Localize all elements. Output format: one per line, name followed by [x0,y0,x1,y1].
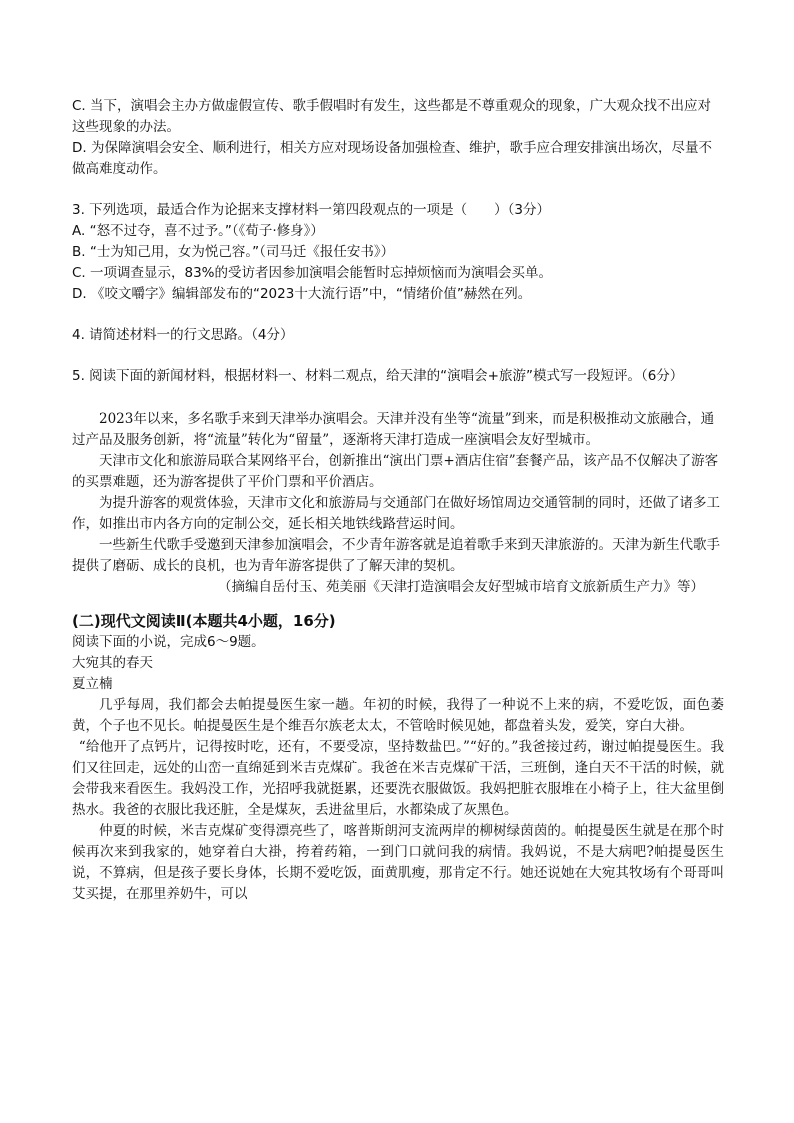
q2-option-c: C. 当下，演唱会主办方做虚假宣传、歌手假唱时有发生，这些都是不尊重观众的现象，广大观众找不出应对这些现象的办法。 [72,98,712,135]
question-3 [72,200,724,305]
q3-stem: 3. 下列选项，最适合作为论据来支撑材料一第四段观点的一项是（ ）（3分） [72,202,551,218]
story-paragraph: 仲夏的时候，米吉克煤矿变得漂亮些了，喀普斯朗河支流两岸的柳树绿茵茵的。帕提曼医生就是在那个时候再次来到我家的，她穿着白大褂，挎着药箱，一到门口就问我的病情。我妈说，不是大病吧?帕提曼医生说，不算病，但是孩子要长身体，长期不爱吃饭，面黄肌瘦，那肯定不行。她还说她在大宛其牧场有个哥哥叫艾买提，在那里养奶牛，可以 [72,823,724,902]
q3-option-a: A. “怒不过夺，喜不过予。”（《荀子·修身》） [72,223,324,239]
news-paragraph: 一些新生代歌手受邀到天津参加演唱会，不少青年游客就是追着歌手来到天津旅游的。天津为新生代歌手提供了磨砺、成长的良机，也为青年游客提供了了解天津的契机。 [72,537,720,574]
q4-stem: 4. 请简述材料一的行文思路。（4分） [72,327,294,343]
q3-option-c: C. 一项调查显示，83%的受访者因参加演唱会能暂时忘掉烦恼而为演唱会买单。 [72,265,553,281]
story-title: 大宛其的春天 [72,655,153,671]
q3-option-d: D. 《咬文嚼字》编辑部发布的“2023十大流行语”中，“情绪价值”赫然在列。 [72,286,532,302]
news-paragraph: 天津市文化和旅游局联合某网络平台，创新推出“演出门票+酒店住宿”套餐产品，该产品不仅解决了游客的买票难题，还为游客提供了平价门票和平价酒店。 [72,453,719,490]
q3-option-b: B. “士为知己用，女为悦己容。”（司马迁《报任安书》） [72,244,395,260]
q5-stem: 5. 阅读下面的新闻材料，根据材料一、材料二观点，给天津的“演唱会+旅游”模式写一段短评。（6分） [72,368,684,384]
story-paragraph: “给他开了点钙片，记得按时吃，还有，不要受凉，坚持数盐巴。”“好的。”我爸接过药，谢过帕提曼医生。我们又往回走，远处的山峦一直绵延到米吉克煤矿。我爸在米吉克煤矿干活，三班倒，逢白天不干活的时候，就会带我来看医生。我妈没工作，光招呼我就挺累，还要洗衣服做饭。我妈把脏衣服堆在小椅子上，往大盆里倒热水。我爸的衣服比我还脏，全是煤灰，丢进盆里后，水都染成了灰黑色。 [72,739,724,818]
page [72,96,724,905]
news-paragraph: 2023年以来，多名歌手来到天津举办演唱会。天津并没有坐等“流量”到来，而是积极推动文旅融合，通过产品及服务创新，将“流量”转化为“留量”，逐渐将天津打造成一座演唱会友好型城市。 [72,411,715,448]
question-2-options [72,96,724,180]
question-5 [72,366,724,387]
section-instruction: 阅读下面的小说，完成6～9题。 [72,634,265,650]
story-author: 夏立楠 [72,676,113,692]
news-source: （摘编自岳付玉、苑美丽《天津打造演唱会友好型城市培育文旅新质生产力》等） [218,579,704,595]
story [72,653,724,905]
news-material [72,409,724,598]
section-title: (二)现代文阅读Ⅱ(本题共4小题，16分) [72,612,336,630]
question-4 [72,325,724,346]
story-paragraph: 几乎每周，我们都会去帕提曼医生家一趟。年初的时候，我得了一种说不上来的病，不爱吃饭，面色萎黄，个子也不见长。帕提曼医生是个维吾尔族老太太，不管啥时候见她，都盘着头发，爱笑，穿白大褂。 [72,697,724,734]
q2-option-d: D. 为保障演唱会安全、顺利进行，相关方应对现场设备加强检查、维护，歌手应合理安排演出场次，尽量不做高难度动作。 [72,140,712,177]
news-paragraph: 为提升游客的观赏体验，天津市文化和旅游局与交通部门在做好场馆周边交通管制的同时，还做了诸多工作，如推出市内各方向的定制公交，延长相关地铁线路营运时间。 [72,495,720,532]
